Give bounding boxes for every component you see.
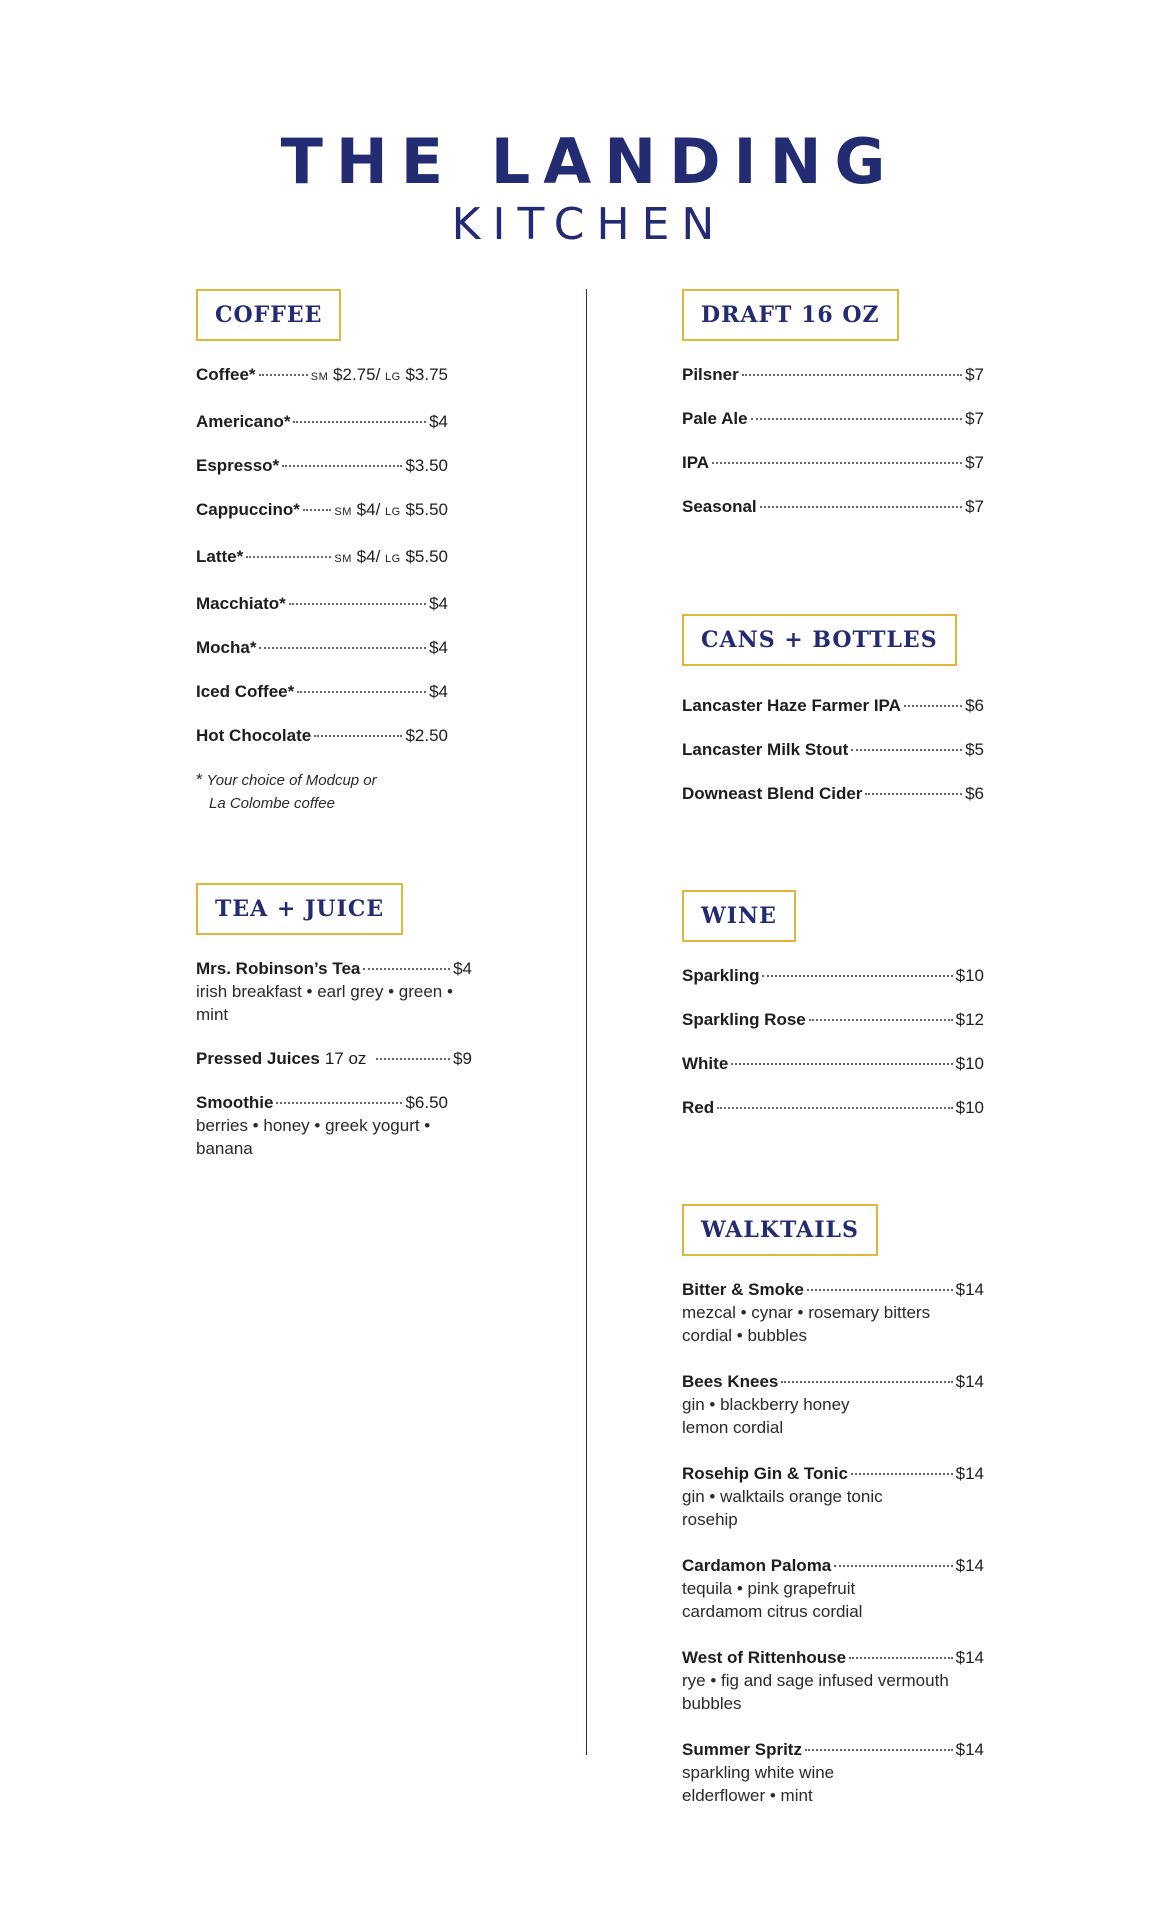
- coffee-heading: COFFEE: [196, 289, 341, 341]
- item-name: Pale Ale: [682, 409, 748, 428]
- item-name: Espresso*: [196, 456, 280, 475]
- menu-item: [682, 1370, 984, 1439]
- item-name: White: [682, 1054, 729, 1073]
- item-size-note: 17 oz: [324, 1049, 367, 1068]
- item-name: Rosehip Gin & Tonic: [682, 1464, 848, 1483]
- footnote-line-1: Your choice of Modcup or: [206, 772, 377, 789]
- item-name: Cappuccino*: [196, 500, 300, 519]
- item-price: $7: [965, 497, 984, 516]
- item-name: Sparkling Rose: [682, 1010, 806, 1029]
- item-price: $14: [955, 1556, 984, 1575]
- item-description: gin • walktails orange tonic rosehip: [682, 1487, 883, 1529]
- size-label: LG: [385, 506, 401, 518]
- menu-item: [196, 498, 448, 524]
- menu-item: [196, 592, 448, 615]
- item-price: $6: [965, 696, 984, 715]
- menu-item: [196, 636, 448, 659]
- size-label: SM: [310, 371, 329, 383]
- item-name: Mrs. Robinson’s Tea: [196, 959, 361, 978]
- coffee-section: [196, 289, 448, 815]
- footnote-star: *: [196, 770, 203, 789]
- menu-item: [682, 1008, 984, 1031]
- item-description: mezcal • cynar • rosemary bitters cordial • bubbles: [682, 1303, 931, 1345]
- item-price: $2.50: [405, 726, 448, 745]
- item-price: $14: [955, 1280, 984, 1299]
- menu-item: [682, 1096, 984, 1119]
- size-label: LG: [385, 371, 401, 383]
- item-price: $2.75/: [333, 365, 381, 384]
- wine-heading: WINE: [682, 890, 796, 942]
- item-name: Summer Spritz: [682, 1740, 802, 1759]
- item-price: $7: [965, 453, 984, 472]
- wine-section: [682, 890, 984, 1140]
- menu-item: [196, 454, 448, 477]
- item-price: $4: [429, 682, 448, 701]
- footnote-line-2: La Colombe coffee: [209, 795, 335, 812]
- walktails-heading: WALKTAILS: [682, 1204, 878, 1256]
- menu-item: [682, 363, 984, 386]
- tea-juice-section: [196, 883, 472, 1181]
- menu-item: [196, 957, 472, 1026]
- item-description: rye • fig and sage infused vermouth bubbles: [682, 1671, 949, 1713]
- menu-item: [682, 1554, 984, 1623]
- item-name: Americano*: [196, 412, 291, 431]
- item-price: $10: [955, 1054, 984, 1073]
- coffee-footnote: [196, 768, 448, 815]
- item-price: $14: [955, 1372, 984, 1391]
- tea-juice-heading: TEA + JUICE: [196, 883, 403, 935]
- item-price: $7: [965, 365, 984, 384]
- item-description: berries • honey • greek yogurt • banana: [196, 1116, 431, 1158]
- item-name: Iced Coffee*: [196, 682, 295, 701]
- item-name: Mocha*: [196, 638, 257, 657]
- menu-item: [196, 724, 448, 747]
- item-price: $12: [955, 1010, 984, 1029]
- cans-bottles-heading: CANS + BOTTLES: [682, 614, 957, 666]
- item-price: $5: [965, 740, 984, 759]
- menu-item: [196, 1091, 448, 1160]
- item-price: $9: [453, 1049, 472, 1068]
- walktails-section: [682, 1204, 984, 1828]
- restaurant-name: THE LANDING: [280, 125, 899, 198]
- item-name: Pilsner: [682, 365, 739, 384]
- menu-item: [682, 738, 984, 761]
- item-name: Bees Knees: [682, 1372, 779, 1391]
- menu-item: [682, 694, 984, 717]
- menu-item: [682, 964, 984, 987]
- item-name: Seasonal: [682, 497, 757, 516]
- item-name: Bitter & Smoke: [682, 1280, 804, 1299]
- item-name: Lancaster Milk Stout: [682, 740, 849, 759]
- menu-item: [682, 407, 984, 430]
- item-price: $6.50: [405, 1093, 448, 1112]
- menu-item: [682, 1462, 984, 1531]
- item-name: IPA: [682, 453, 710, 472]
- menu-item: [196, 680, 448, 703]
- menu-item: [682, 1738, 984, 1807]
- item-price: $4: [429, 594, 448, 613]
- item-description: gin • blackberry honey lemon cordial: [682, 1395, 850, 1437]
- item-name: Lancaster Haze Farmer IPA: [682, 696, 901, 715]
- size-label: SM: [334, 553, 352, 565]
- item-price: $3.50: [405, 456, 448, 475]
- item-price: $14: [955, 1648, 984, 1667]
- item-price: $6: [965, 784, 984, 803]
- item-name: Latte*: [196, 547, 244, 566]
- column-divider: [586, 289, 587, 1755]
- size-label: SM: [334, 506, 352, 518]
- item-description: sparkling white wine elderflower • mint: [682, 1763, 835, 1805]
- menu-item: [682, 1052, 984, 1075]
- menu-item: [196, 545, 448, 571]
- item-name: Hot Chocolate: [196, 726, 312, 745]
- item-price: $4/: [356, 547, 381, 566]
- item-price: $4: [453, 959, 472, 978]
- menu-item: [682, 495, 984, 518]
- item-price: $3.75: [405, 365, 448, 384]
- item-price: $4: [429, 638, 448, 657]
- item-name: Smoothie: [196, 1093, 274, 1112]
- item-name: Cardamon Paloma: [682, 1556, 832, 1575]
- menu-item: [682, 1646, 984, 1715]
- item-price: $10: [955, 966, 984, 985]
- item-price: $14: [955, 1464, 984, 1483]
- item-price: $4: [429, 412, 448, 431]
- restaurant-subtitle: KITCHEN: [451, 199, 727, 250]
- menu-item: [196, 363, 448, 389]
- item-price: $5.50: [405, 547, 448, 566]
- item-name: Downeast Blend Cider: [682, 784, 863, 803]
- item-price: $4/: [356, 500, 381, 519]
- item-name: Coffee*: [196, 365, 256, 384]
- draft-section: [682, 289, 984, 539]
- item-description: irish breakfast • earl grey • green • mint: [196, 982, 453, 1024]
- item-name: Red: [682, 1098, 715, 1117]
- item-name: Sparkling: [682, 966, 760, 985]
- item-name: Macchiato*: [196, 594, 286, 613]
- item-name: Pressed Juices: [196, 1049, 320, 1068]
- item-price: $10: [955, 1098, 984, 1117]
- size-label: LG: [385, 553, 401, 565]
- cans-bottles-section: [682, 614, 984, 826]
- menu-item: [196, 1047, 472, 1070]
- menu-item: [196, 410, 448, 433]
- item-name: West of Rittenhouse: [682, 1648, 847, 1667]
- menu-item: [682, 1278, 984, 1347]
- menu-header: [0, 125, 1166, 250]
- menu-item: [682, 782, 984, 805]
- menu-item: [682, 451, 984, 474]
- item-description: tequila • pink grapefruit cardamom citrus cordial: [682, 1579, 863, 1621]
- item-price: $5.50: [405, 500, 448, 519]
- item-price: $7: [965, 409, 984, 428]
- item-price: $14: [955, 1740, 984, 1759]
- draft-heading: DRAFT 16 OZ: [682, 289, 899, 341]
